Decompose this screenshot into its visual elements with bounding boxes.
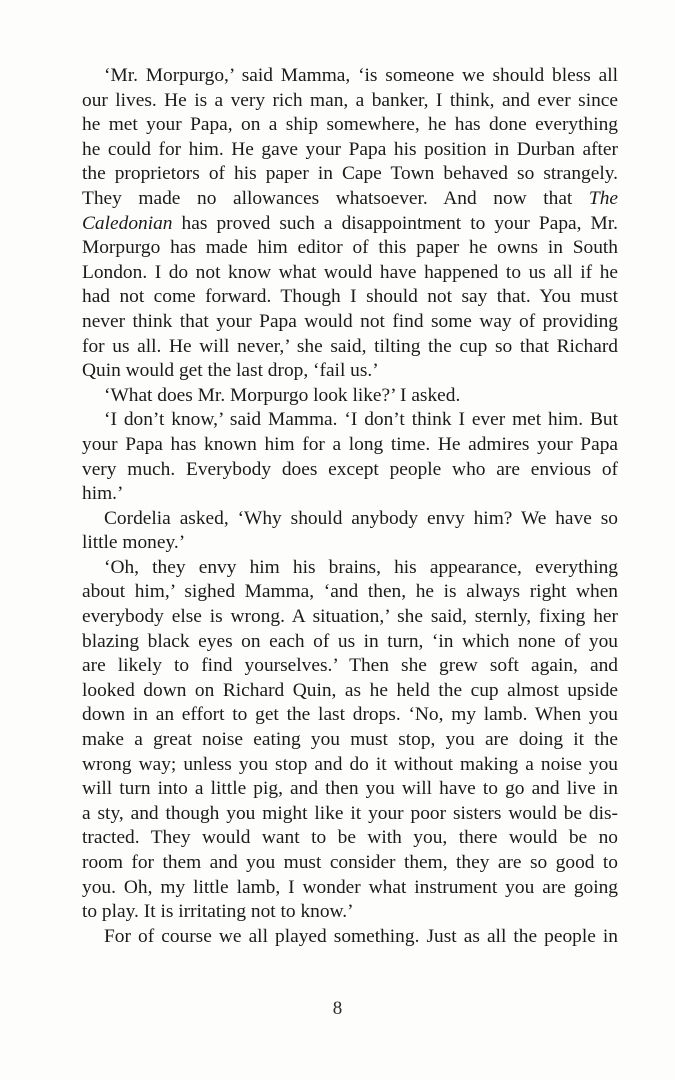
text-run: They made no allowances whatsoever. And now that (82, 187, 589, 209)
text-run: has proved such a disappointment to your Papa, Mr. (172, 212, 618, 234)
text-line: blazing black eyes on each of us in turn, ‘in which none of you (82, 630, 618, 652)
text-line: our lives. He is a very rich man, a banker, I think, and ever since (82, 89, 618, 111)
text-line: Cordelia asked, ‘Why should anybody envy him? We have so (104, 507, 618, 529)
text-line: For of course we all played something. Just as all the people in (104, 925, 618, 947)
text-line: for us all. He will never,’ she said, tilting the cup so that Richard (82, 335, 618, 357)
text-line: Quin would get the last drop, ‘fail us.’ (82, 360, 379, 382)
text-line: wrong way; unless you stop and do it without making a noise you (82, 753, 618, 775)
page-body (82, 64, 618, 949)
text-line: ‘What does Mr. Morpurgo look like?’ I asked. (104, 384, 461, 406)
text-line: a sty, and though you might like it your poor sisters would be dis- (82, 802, 618, 824)
italic-title-end: Caledonian (82, 212, 173, 234)
paragraph (82, 507, 618, 556)
text-line: down in an effort to get the last drops. ‘No, my lamb. When you (82, 704, 618, 726)
text-line: him.’ (82, 483, 124, 505)
text-line: make a great noise eating you must stop, you are doing it the (82, 729, 618, 751)
text-line: room for them and you must consider them, they are so good to (82, 852, 618, 873)
text-line: had not come forward. Though I should not say that. You must (82, 286, 618, 308)
paragraph (82, 64, 618, 384)
text-line: everybody else is wrong. A situation,’ she said, sternly, fixing her (82, 606, 618, 628)
text-line: are likely to find yourselves.’ Then she grew soft again, and (82, 655, 618, 677)
italic-title-start: The (588, 187, 618, 209)
text-line: will turn into a little pig, and then you will have to go and live in (82, 778, 618, 800)
text-line: looked down on Richard Quin, as he held the cup almost upside (82, 679, 618, 701)
text-line: ‘I don’t know,’ said Mamma. ‘I don’t think I ever met him. But (104, 409, 618, 431)
text-line: about him,’ sighed Mamma, ‘and then, he is always right when (82, 581, 618, 603)
text-line (82, 187, 618, 212)
text-line: ‘Mr. Morpurgo,’ said Mamma, ‘is someone we should bless all (104, 65, 618, 86)
text-line: the proprietors of his paper in Cape Town behaved so strangely. (82, 163, 618, 185)
text-line: you. Oh, my little lamb, I wonder what instrument you are going (82, 876, 618, 898)
text-line: ‘Oh, they envy him his brains, his appearance, everything (104, 556, 618, 578)
text-line: your Papa has known him for a long time. He admires your Papa (82, 433, 618, 455)
text-line: very much. Everybody does except people who are envious of (82, 458, 618, 480)
text-line: little money.’ (82, 532, 186, 554)
paragraph (82, 408, 618, 506)
page-number: 8 (332, 998, 343, 1019)
text-line: he met your Papa, on a ship somewhere, he has done everything (82, 114, 618, 136)
text-line: tracted. They would want to be with you, there would be no (82, 827, 618, 849)
text-line: to play. It is irritating not to know.’ (82, 901, 354, 923)
text-line: never think that your Papa would not find some way of providing (82, 310, 618, 332)
text-line: Morpurgo has made him editor of this paper he owns in South (82, 237, 618, 259)
text-line (82, 212, 618, 237)
paragraph (82, 384, 618, 409)
paragraph (82, 556, 618, 925)
text-line: London. I do not know what would have happened to us all if he (82, 261, 618, 283)
paragraph (82, 925, 618, 950)
text-line: he could for him. He gave your Papa his position in Durban after (82, 138, 618, 160)
